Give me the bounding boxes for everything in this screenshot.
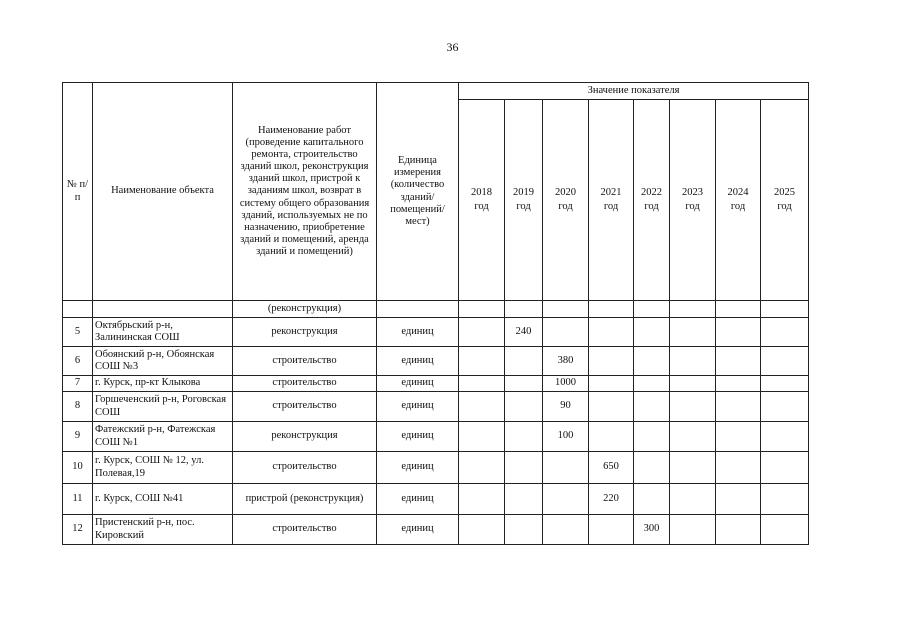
indicator-value — [589, 376, 634, 392]
row-number: 7 — [63, 376, 93, 392]
col-header-work: Наименование работ (проведение капитального ремонта, строительство зданий школ, реконструкция зданий школ, пристрой к заданиям школ, возврат в систему общего образования зданий, используемых не по назначению, приобретение зданий и помещений, аренда зданий и помещений) — [233, 83, 377, 301]
indicator-value: 100 — [543, 422, 589, 452]
table-cell — [505, 301, 543, 318]
year-header-2023: 2023 год — [670, 100, 716, 301]
row-number: 8 — [63, 392, 93, 422]
object-name: Пристенский р-н, пос. Кировский — [93, 515, 233, 545]
indicator-value — [634, 318, 670, 347]
indicator-value — [716, 392, 761, 422]
indicator-value — [543, 515, 589, 545]
indicator-value — [670, 422, 716, 452]
table-row — [63, 392, 809, 422]
unit: единиц — [377, 515, 459, 545]
indicator-value — [589, 422, 634, 452]
indicator-value — [505, 392, 543, 422]
table-row — [63, 515, 809, 545]
table-row — [63, 422, 809, 452]
table-cell — [589, 301, 634, 318]
indicator-value — [589, 515, 634, 545]
table-row — [63, 484, 809, 515]
indicator-value — [459, 376, 505, 392]
indicator-value — [670, 392, 716, 422]
indicator-value: 1000 — [543, 376, 589, 392]
indicator-value — [589, 347, 634, 376]
row-number: 11 — [63, 484, 93, 515]
table-row — [63, 376, 809, 392]
indicator-value: 90 — [543, 392, 589, 422]
work-type: реконструкция — [233, 318, 377, 347]
year-header-2020: 2020 год — [543, 100, 589, 301]
indicator-value — [505, 376, 543, 392]
indicator-value — [716, 484, 761, 515]
indicator-value — [459, 392, 505, 422]
indicator-value — [543, 318, 589, 347]
indicator-value: 220 — [589, 484, 634, 515]
indicator-value — [505, 347, 543, 376]
table-cell — [63, 301, 93, 318]
indicator-value — [761, 422, 809, 452]
object-name: Горшеченский р-н, Роговская СОШ — [93, 392, 233, 422]
table-cell — [543, 301, 589, 318]
indicator-value — [543, 484, 589, 515]
row-number: 9 — [63, 422, 93, 452]
col-header-num: № п/п — [63, 83, 93, 301]
indicator-value — [761, 376, 809, 392]
unit: единиц — [377, 422, 459, 452]
year-header-2022: 2022 год — [634, 100, 670, 301]
indicator-value — [634, 347, 670, 376]
indicator-value — [670, 452, 716, 484]
table-cell — [93, 301, 233, 318]
indicator-value — [459, 515, 505, 545]
row-number: 12 — [63, 515, 93, 545]
unit: единиц — [377, 376, 459, 392]
indicator-value — [761, 347, 809, 376]
indicator-value — [505, 452, 543, 484]
indicator-value — [761, 515, 809, 545]
indicator-value — [761, 452, 809, 484]
indicator-value — [670, 484, 716, 515]
table-row — [63, 347, 809, 376]
indicator-value — [634, 422, 670, 452]
table-cell — [716, 301, 761, 318]
indicator-value — [634, 452, 670, 484]
indicator-value — [634, 484, 670, 515]
indicator-value — [589, 318, 634, 347]
unit: единиц — [377, 347, 459, 376]
unit: единиц — [377, 318, 459, 347]
continuation-row — [63, 301, 809, 318]
work-type: реконструкция — [233, 422, 377, 452]
indicator-value — [670, 515, 716, 545]
page-number: 36 — [446, 40, 459, 54]
indicator-value — [459, 422, 505, 452]
unit: единиц — [377, 392, 459, 422]
indicator-value: 650 — [589, 452, 634, 484]
indicator-value — [459, 484, 505, 515]
work-type: строительство — [233, 452, 377, 484]
indicator-value — [505, 484, 543, 515]
indicator-value — [670, 347, 716, 376]
header-row-top — [63, 83, 809, 100]
indicator-value — [670, 376, 716, 392]
work-type: пристрой (реконструкция) — [233, 484, 377, 515]
continuation-text: (реконструкция) — [233, 301, 377, 318]
unit: единиц — [377, 452, 459, 484]
row-number: 5 — [63, 318, 93, 347]
table-cell — [670, 301, 716, 318]
table-cell — [634, 301, 670, 318]
indicator-value — [459, 452, 505, 484]
table-row — [63, 452, 809, 484]
indicator-value — [761, 318, 809, 347]
indicator-value — [716, 318, 761, 347]
indicator-value — [589, 392, 634, 422]
row-number: 6 — [63, 347, 93, 376]
table-cell — [459, 301, 505, 318]
indicator-value — [634, 376, 670, 392]
object-name: Фатежский р-н, Фатежская СОШ №1 — [93, 422, 233, 452]
indicator-value — [459, 347, 505, 376]
year-header-2019: 2019 год — [505, 100, 543, 301]
indicator-value: 240 — [505, 318, 543, 347]
year-header-2025: 2025 год — [761, 100, 809, 301]
indicator-value — [716, 422, 761, 452]
indicator-value: 300 — [634, 515, 670, 545]
object-name: г. Курск, пр-кт Клыкова — [93, 376, 233, 392]
object-name: г. Курск, СОШ №41 — [93, 484, 233, 515]
table-cell — [761, 301, 809, 318]
year-header-2024: 2024 год — [716, 100, 761, 301]
indicator-value — [505, 515, 543, 545]
year-header-2021: 2021 год — [589, 100, 634, 301]
col-header-object: Наименование объекта — [93, 83, 233, 301]
col-header-unit: Единица измерения (количество зданий/ помещений/ мест) — [377, 83, 459, 301]
object-name: Обоянский р-н, Обоянская СОШ №3 — [93, 347, 233, 376]
table-cell — [377, 301, 459, 318]
work-type: строительство — [233, 347, 377, 376]
work-type: строительство — [233, 376, 377, 392]
object-name: Октябрьский р-н, Залининская СОШ — [93, 318, 233, 347]
object-name: г. Курск, СОШ № 12, ул. Полевая,19 — [93, 452, 233, 484]
row-number: 10 — [63, 452, 93, 484]
indicator-value — [716, 376, 761, 392]
indicator-value — [634, 392, 670, 422]
indicator-value — [761, 392, 809, 422]
table-row — [63, 318, 809, 347]
indicator-value — [543, 452, 589, 484]
indicator-value — [716, 452, 761, 484]
work-type: строительство — [233, 515, 377, 545]
indicator-value — [670, 318, 716, 347]
indicator-value — [505, 422, 543, 452]
indicator-value — [716, 515, 761, 545]
year-header-2018: 2018 год — [459, 100, 505, 301]
work-type: строительство — [233, 392, 377, 422]
indicator-value — [716, 347, 761, 376]
unit: единиц — [377, 484, 459, 515]
indicator-value: 380 — [543, 347, 589, 376]
indicator-table — [62, 82, 809, 545]
indicator-value — [459, 318, 505, 347]
indicator-value — [761, 484, 809, 515]
col-header-indicator-group: Значение показателя — [459, 83, 809, 100]
